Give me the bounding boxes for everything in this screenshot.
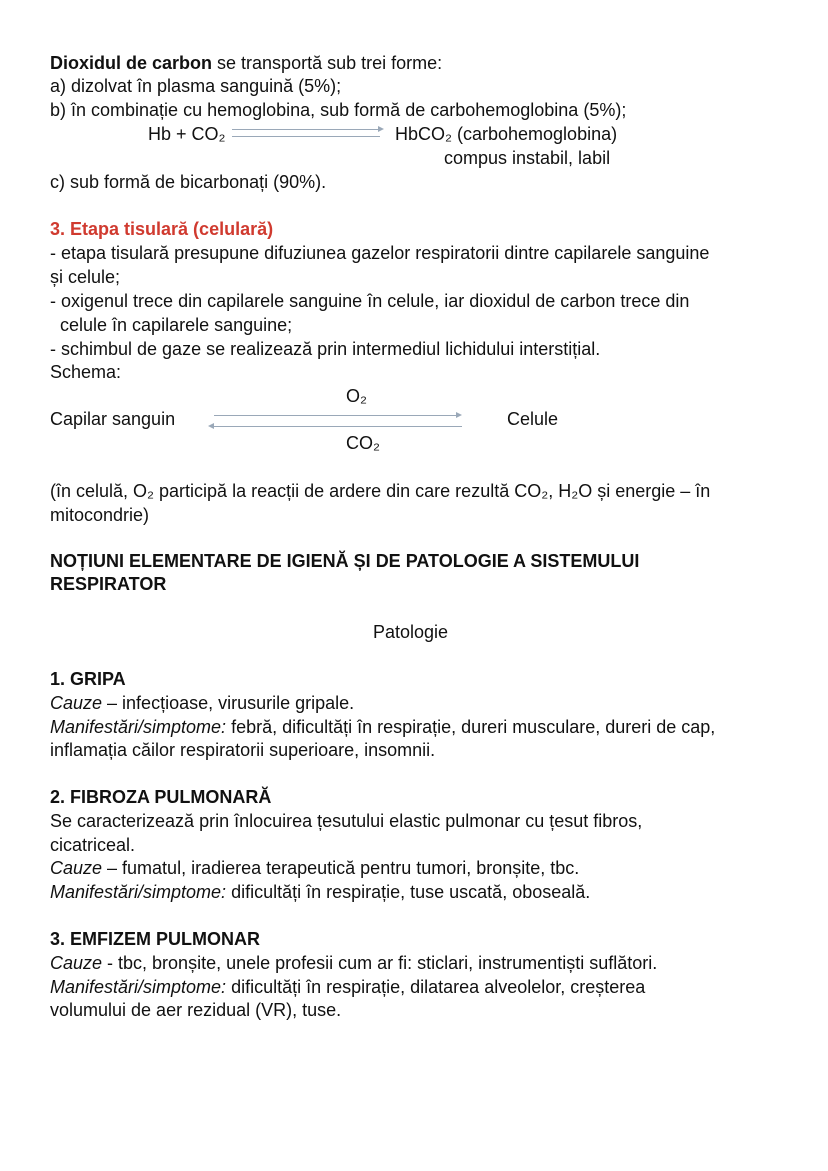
- co2-item-b: b) în combinație cu hemoglobina, sub formă de carbohemoglobina (5%);: [50, 100, 627, 120]
- gripa-cauze: Cauze – infecțioase, virusurile gripale.: [50, 693, 355, 713]
- tisulara-line-1a: - etapa tisulară presupune difuziunea gazelor respiratorii dintre capilarele sanguine: [50, 243, 710, 263]
- section-title-a: NOȚIUNI ELEMENTARE DE IGIENĂ ȘI DE PATOLOGIE A SISTEMULUI: [50, 551, 640, 571]
- tisulara-line-1b: și celule;: [50, 267, 121, 287]
- scheme-co2: CO₂: [346, 433, 380, 453]
- scheme-capilar: Capilar sanguin: [50, 409, 176, 429]
- fibroza-manifestari: Manifestări/simptome: dificultăți în respirație, tuse uscată, oboseală.: [50, 882, 591, 902]
- scheme-o2: O₂: [346, 386, 367, 406]
- section-title-b: RESPIRATOR: [50, 574, 167, 594]
- equation-left: Hb + CO₂: [148, 124, 226, 144]
- emfizem-heading: 3. EMFIZEM PULMONAR: [50, 929, 260, 949]
- fibroza-desc-b: cicatriceal.: [50, 835, 136, 855]
- fibroza-cauze: Cauze – fumatul, iradierea terapeutică pentru tumori, bronșite, tbc.: [50, 858, 580, 878]
- tisulara-heading: 3. Etapa tisulară (celulară): [50, 219, 274, 239]
- emfizem-manifestari: Manifestări/simptome: dificultăți în respirație, dilatarea alveolelor, creșterea: [50, 977, 646, 997]
- fibroza-heading: 2. FIBROZA PULMONARĂ: [50, 787, 272, 807]
- gripa-manifestari: Manifestări/simptome: febră, dificultăți în respirație, dureri musculare, dureri de cap,: [50, 717, 716, 737]
- tisulara-line-2b: celule în capilarele sanguine;: [60, 315, 293, 335]
- emfizem-manifestari-cont: volumului de aer rezidual (VR), tuse.: [50, 1000, 342, 1020]
- tisulara-line-2a: - oxigenul trece din capilarele sanguine în celule, iar dioxidul de carbon trece din: [50, 291, 690, 311]
- cell-note-b: mitocondrie): [50, 505, 150, 525]
- gripa-manifestari-cont: inflamația căilor respiratorii superioare, insomnii.: [50, 740, 436, 760]
- co2-item-c: c) sub formă de bicarbonați (90%).: [50, 172, 327, 192]
- scheme-celule: Celule: [507, 409, 559, 429]
- cell-note-a: (în celulă, O₂ participă la reacții de ardere din care rezultă CO₂, H₂O și energie – în: [50, 481, 711, 501]
- section-subtitle: Patologie: [373, 622, 449, 642]
- schema-label: Schema:: [50, 362, 122, 382]
- gripa-heading: 1. GRIPA: [50, 669, 126, 689]
- emfizem-cauze: Cauze - tbc, bronșite, unele profesii cum ar fi: sticlari, instrumentiști suflători.: [50, 953, 658, 973]
- fibroza-desc-a: Se caracterizează prin înlocuirea țesutului elastic pulmonar cu țesut fibros,: [50, 811, 643, 831]
- tisulara-line-3: - schimbul de gaze se realizează prin intermediul lichidului interstițial.: [50, 339, 601, 359]
- co2-intro: Dioxidul de carbon se transportă sub trei forme:: [50, 53, 443, 73]
- equation-right: HbCO₂ (carbohemoglobina): [395, 124, 618, 144]
- co2-item-a: a) dizolvat în plasma sanguină (5%);: [50, 76, 342, 96]
- equation-note: compus instabil, labil: [444, 148, 611, 168]
